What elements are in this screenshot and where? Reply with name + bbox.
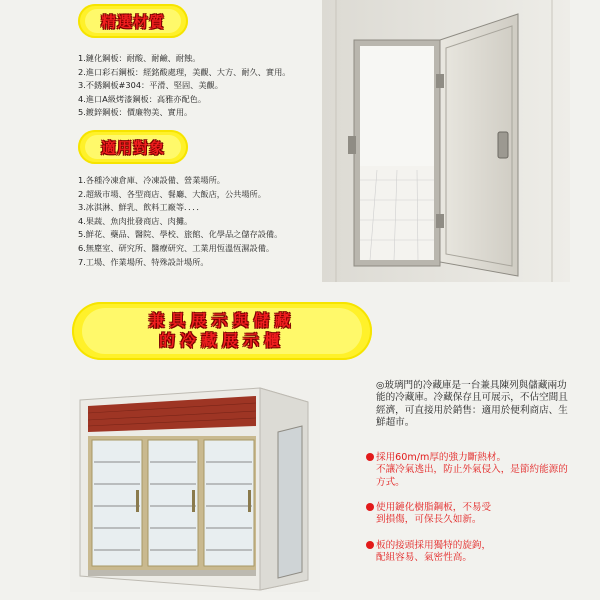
bullet-line1: 使用鏈化樹脂鋼板，不易受 [376,502,492,513]
bullet-line2: 不讓冷氣逃出，防止外氣侵入，是節約能源的方式。 [376,464,568,488]
display-title-badge [72,302,372,360]
bullet-line2: 配組容易、氣密性高。 [376,552,472,564]
applications-title-badge [78,130,188,164]
feature-bullet [366,540,572,565]
list-item: 3.不銹鋼板#304：平滑、堅固、美觀。 [78,80,223,91]
feature-bullet [366,502,572,527]
list-item: 2.超級市場、各型商店、餐廳、大飯店，公共場所。 [78,188,266,199]
applications-title: 適用對象 [100,138,165,157]
display-intro: ◎玻璃門的冷藏庫是一台兼具陳列與儲藏兩功能的冷藏庫。冷藏保存且可展示，不佔空間且經濟，可直接用於銷售：適用於便利商店、生鮮超市。 [376,380,568,429]
list-item: 5.鍍鋅鋼板：價廉物美、實用。 [78,107,193,118]
list-item: 3.冰淇淋、鮮乳、飲料工廠等．．．． [78,202,205,213]
materials-title: 精選材質 [100,12,165,31]
bullet-line1: 採用60m/m厚的強力斷熱材。 [376,452,507,463]
display-title-line1: 兼具展示與儲藏 [148,311,296,330]
list-item: 1.各種冷凍倉庫、冷凍設備、營業場所。 [78,175,225,185]
list-item: 6.無塵室、研究所、醫療研究、工業用恆溫恆濕設備。 [78,242,275,253]
bullet-dot-icon [366,503,374,511]
cold-room-door-photo [322,0,570,282]
list-item: 4.果蔬、魚肉批發商店、肉攤。 [78,215,193,226]
applications-list [78,174,282,269]
bullet-line2: 到損傷，可保長久如新。 [376,514,482,526]
bullet-line1: 板的接頭採用獨特的旋鉤， [376,540,492,551]
list-item: 4.進口A級烤漆鋼板：高雅亦配色。 [78,93,207,104]
display-cabinet-photo [70,380,320,592]
materials-title-badge [78,4,188,38]
list-item: 2.進口彩石鋼板：經銘酸處理，美觀、大方、耐久、實用。 [78,66,291,77]
list-item: 1.鏈化鋼板：耐酸、耐鹼、耐蝕。 [78,53,201,63]
bullet-dot-icon [366,541,374,549]
list-item: 7.工場、作業場所、特殊設計場所。 [78,256,209,267]
display-title-line2: 的冷藏展示櫃 [158,331,285,350]
bullet-dot-icon [366,453,374,461]
list-item: 5.鮮花、藥品、醫院、學校、旅館、化學品之儲存設備。 [78,229,283,240]
materials-list [78,52,291,120]
feature-bullet [366,452,572,489]
